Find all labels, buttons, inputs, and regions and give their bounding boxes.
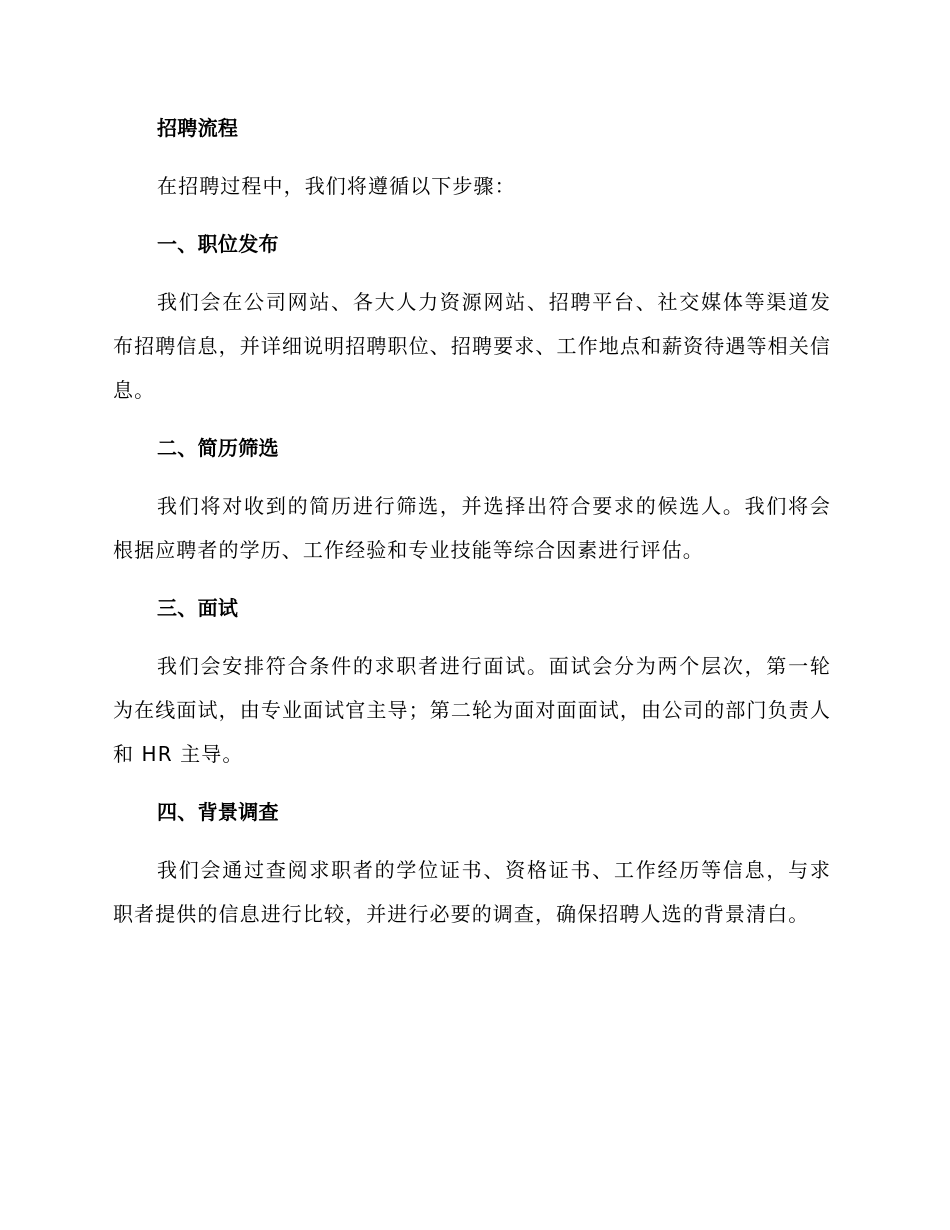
section-heading: 三、面试: [157, 596, 239, 620]
section-interview: [113, 586, 831, 776]
section-resume-screening: [113, 426, 831, 572]
section-body: 我们将对收到的简历进行筛选，并选择出符合要求的候选人。我们将会根据应聘者的学历、工作经验和专业技能等综合因素进行评估。: [113, 494, 831, 562]
section-heading: 二、简历筛选: [157, 436, 279, 460]
section-body: 我们会通过查阅求职者的学位证书、资格证书、工作经历等信息，与求职者提供的信息进行比较，并进行必要的调查，确保招聘人选的背景清白。: [113, 858, 831, 926]
section-job-posting: [113, 222, 831, 412]
section-background-check: [113, 790, 831, 936]
document-title: 招聘流程: [157, 116, 239, 140]
section-body: 我们会在公司网站、各大人力资源网站、招聘平台、社交媒体等渠道发布招聘信息，并详细说明招聘职位、招聘要求、工作地点和薪资待遇等相关信息。: [113, 290, 831, 402]
intro-paragraph: 在招聘过程中，我们将遵循以下步骤：: [157, 174, 516, 198]
section-heading: 一、职位发布: [157, 232, 279, 256]
section-body: 我们会安排符合条件的求职者进行面试。面试会分为两个层次，第一轮为在线面试，由专业面试官主导；第二轮为面对面面试，由公司的部门负责人和 HR 主导。: [113, 654, 831, 766]
document-page: [113, 106, 831, 950]
section-heading: 四、背景调查: [157, 800, 279, 824]
